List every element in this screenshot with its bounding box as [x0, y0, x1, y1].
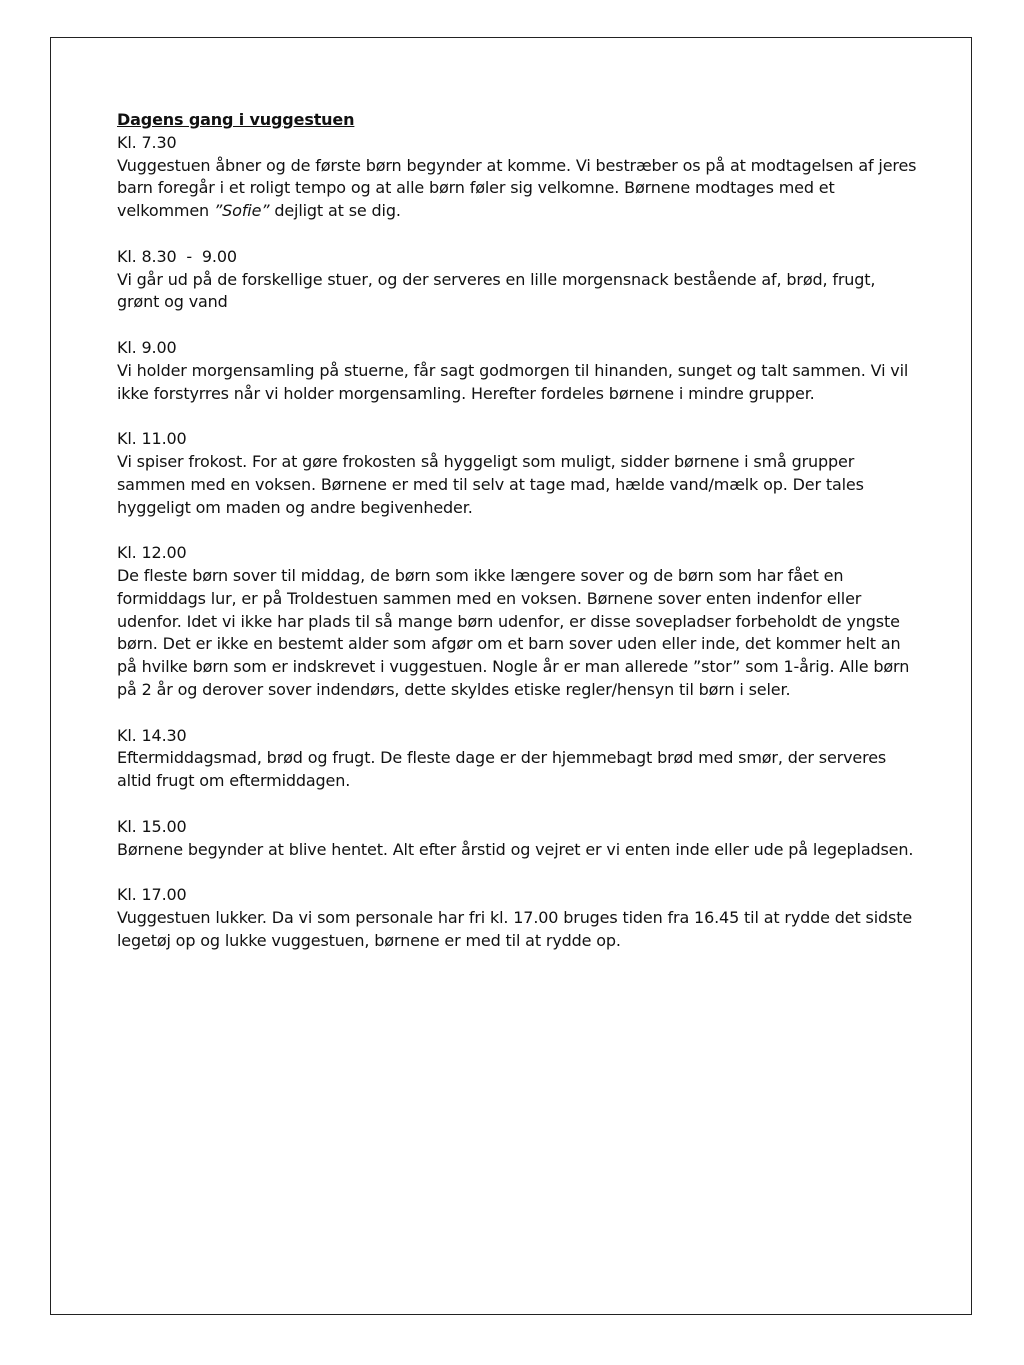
section-time: Kl. 12.00 — [117, 543, 187, 563]
schedule-section-1500 — [117, 816, 917, 862]
section-text: Eftermiddagsmad, brød og frugt. De fleste dage er der hjemmebagt brød med smør, der serveres altid frugt om eftermiddagen. — [117, 748, 887, 791]
section-text: Børnene begynder at blive hentet. Alt efter årstid og vejret er vi enten inde eller ude på legepladsen. — [117, 839, 914, 859]
document-body — [117, 109, 917, 975]
schedule-section-0830 — [117, 246, 917, 314]
section-time: Kl. 9.00 — [117, 337, 177, 357]
section-text: De fleste børn sover til middag, de børn som ikke længere sover og de børn som har fået en formiddags lur, er på Troldestuen sammen med en voksen. Børnene sover enten indenfor eller udenfor. Idet vi ikke har plads til så mange børn udenfor, er disse sovepladser forbeholdt de yngste børn. Det er ikke en bestemt alder som afgør om et barn sover uden eller inde, det kommer helt an på hvilke børn som er indskrevet i vuggestuen. Nogle år er man allerede ”stor” som 1-årig. Alle børn på 2 år og derover sover indendørs, dette skyldes etiske regler/hensyn til børn i seler. — [117, 565, 910, 699]
section-time: Kl. 11.00 — [117, 429, 187, 449]
schedule-section-1700 — [117, 884, 917, 952]
schedule-section-0900 — [117, 337, 917, 405]
schedule-section-1100 — [117, 428, 917, 519]
schedule-section-1430 — [117, 725, 917, 793]
document-title: Dagens gang i vuggestuen — [117, 110, 355, 129]
section-time: Kl. 7.30 — [117, 132, 177, 152]
section-time: Kl. 14.30 — [117, 725, 187, 745]
section-text: Vi går ud på de forskellige stuer, og der serveres en lille morgensnack bestående af, brød, frugt, grønt og vand — [117, 269, 876, 312]
section-time: Kl. 17.00 — [117, 885, 187, 905]
section-text-part: Vuggestuen åbner og de første børn begynder at komme. Vi bestræber os på at modtagelsen af jeres barn foregår i et roligt tempo og at alle børn føler sig velkomne. Børnene modtages med et velkommen — [117, 155, 917, 221]
section-text — [117, 155, 917, 223]
section-text-part: dejligt at se dig. — [269, 201, 401, 221]
section-text: Vi spiser frokost. For at gøre frokosten så hyggeligt som muligt, sidder børnene i små grupper sammen med en voksen. Børnene er med til selv at tage mad, hælde vand/mælk op. Der tales hyggeligt om maden og andre begivenheder. — [117, 451, 864, 517]
section-text: Vi holder morgensamling på stuerne, får sagt godmorgen til hinanden, sunget og talt sammen. Vi vil ikke forstyrres når vi holder morgensamling. Herefter fordeles børnene i mindre grupper. — [117, 360, 909, 403]
section-time: Kl. 15.00 — [117, 816, 187, 836]
italic-name: ”Sofie” — [214, 201, 270, 221]
schedule-section-0730 — [117, 132, 917, 223]
section-time: Kl. 8.30 - 9.00 — [117, 246, 237, 266]
section-text: Vuggestuen lukker. Da vi som personale har fri kl. 17.00 bruges tiden fra 16.45 til at rydde det sidste legetøj op og lukke vuggestuen, børnene er med til at rydde op. — [117, 907, 913, 950]
schedule-section-1200 — [117, 542, 917, 702]
